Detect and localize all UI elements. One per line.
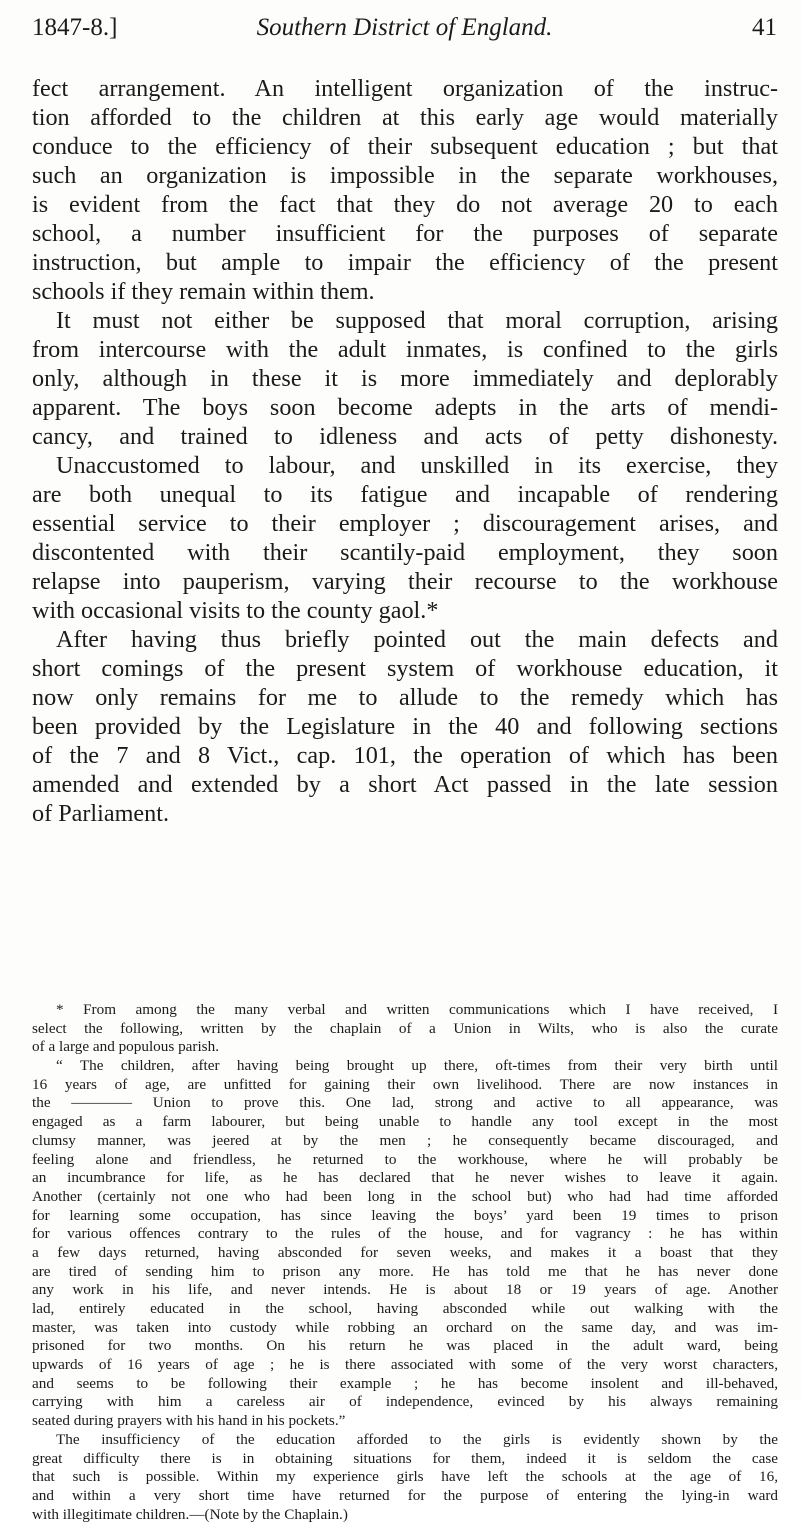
- footnote-line: carrying with him a careless air of independence, evinced by his always remaining: [32, 1393, 778, 1411]
- text-line: instruction, but ample to impair the efficiency of the present: [32, 249, 778, 276]
- footnote: [32, 1001, 778, 1524]
- header-year: 1847-8.]: [32, 14, 118, 41]
- page-number: 41: [752, 14, 777, 41]
- text-line: Unaccustomed to labour, and unskilled in its exercise, they: [56, 452, 778, 479]
- text-line: apparent. The boys soon become adepts in the arts of mendi-: [32, 394, 778, 421]
- running-header: [32, 14, 777, 48]
- footnote-line: clumsy manner, was jeered at by the men ; he consequently became discouraged, and: [32, 1131, 778, 1149]
- footnote-line: great difficulty there is in obtaining situations for them, indeed it is seldom the case: [32, 1449, 778, 1467]
- footnote-line: Another (certainly not one who had been long in the school but) who had had time afforded: [32, 1187, 778, 1205]
- footnote-line: The insufficiency of the education afforded to the girls is evidently shown by the: [56, 1430, 778, 1448]
- footnote-line: the ———— Union to prove this. One lad, strong and active to all appearance, was: [32, 1094, 778, 1112]
- footnote-line: and seems to be following their example ; he has become insolent and ill-behaved,: [32, 1374, 778, 1392]
- text-line: with occasional visits to the county gaol.*: [32, 597, 439, 624]
- footnote-line: are tired of sending him to prison any more. He has told me that he has never done: [32, 1262, 778, 1280]
- text-line: of Parliament.: [32, 800, 170, 827]
- footnote-line: of a large and populous parish.: [32, 1038, 219, 1056]
- footnote-line: select the following, written by the chaplain of a Union in Wilts, who is also the curate: [32, 1019, 778, 1037]
- footnote-line: feeling alone and friendless, he returned to the workhouse, where he will probably be: [32, 1150, 778, 1168]
- footnote-line: a few days returned, having absconded for seven weeks, and makes it a boast that they: [32, 1243, 778, 1261]
- main-text: [32, 74, 778, 828]
- footnote-line: master, was taken into custody while robbing an orchard on the same day, and was im-: [32, 1318, 778, 1336]
- text-line: fect arrangement. An intelligent organization of the instruc-: [32, 75, 778, 102]
- text-line: from intercourse with the adult inmates, is confined to the girls: [32, 336, 778, 363]
- footnote-line: upwards of 16 years of age ; he is there associated with some of the very worst characters,: [32, 1356, 778, 1374]
- text-line: now only remains for me to allude to the remedy which has: [32, 684, 778, 711]
- footnote-line: for learning some occupation, has since leaving the boys’ yard been 19 times to prison: [32, 1206, 778, 1224]
- footnote-line: prisoned for two months. On his return he was placed in the adult ward, being: [32, 1337, 778, 1355]
- footnote-line: seated during prayers with his hand in his pockets.”: [32, 1412, 346, 1430]
- footnote-line: an incumbrance for life, as he has declared that he never wishes to leave it again.: [32, 1169, 778, 1187]
- text-line: schools if they remain within them.: [32, 278, 375, 305]
- footnote-line: and within a very short time have returned for the purpose of entering the lying-in ward: [32, 1486, 778, 1504]
- footnote-line: engaged as a farm labourer, but being unable to handle any tool except in the most: [32, 1113, 778, 1131]
- text-line: amended and extended by a short Act passed in the late session: [32, 771, 778, 798]
- running-title: Southern District of England.: [256, 14, 553, 41]
- text-line: tion afforded to the children at this early age would materially: [32, 104, 778, 131]
- text-line: essential service to their employer ; discouragement arises, and: [32, 510, 778, 537]
- text-line: discontented with their scantily-paid employment, they soon: [32, 539, 778, 566]
- text-line: are both unequal to its fatigue and incapable of rendering: [32, 481, 778, 508]
- footnote-line: 16 years of age, are unfitted for gaining their own livelihood. There are now instances in: [32, 1075, 778, 1093]
- text-line: only, although in these it is more immediately and deplorably: [32, 365, 778, 392]
- text-line: cancy, and trained to idleness and acts of petty dishonesty.: [32, 423, 778, 450]
- footnote-line: that such is possible. Within my experience girls have left the schools at the age of 16,: [32, 1468, 778, 1486]
- text-line: school, a number insufficient for the purposes of separate: [32, 220, 778, 247]
- footnote-line: “ The children, after having being brought up there, oft-times from their very birth until: [56, 1057, 778, 1075]
- text-line: conduce to the efficiency of their subsequent education ; but that: [32, 133, 778, 160]
- text-line: is evident from the fact that they do not average 20 to each: [32, 191, 778, 218]
- text-line: been provided by the Legislature in the 40 and following sections: [32, 713, 778, 740]
- text-line: It must not either be supposed that moral corruption, arising: [56, 307, 778, 334]
- footnote-line: lad, entirely educated in the school, having absconded while out walking with the: [32, 1300, 778, 1317]
- footnote-line: any work in his life, and never intends. He is about 18 or 19 years of age. Another: [32, 1281, 778, 1299]
- text-line: After having thus briefly pointed out the main defects and: [56, 626, 778, 653]
- footnote-line: * From among the many verbal and written communications which I have received, I: [56, 1001, 778, 1018]
- text-line: of the 7 and 8 Vict., cap. 101, the operation of which has been: [32, 742, 778, 769]
- text-line: short comings of the present system of workhouse education, it: [32, 655, 778, 682]
- footnote-line: with illegitimate children.—(Note by the Chaplain.): [32, 1505, 348, 1523]
- footnote-line: for various offences contrary to the rules of the house, and for vagrancy : he has within: [32, 1225, 778, 1243]
- text-line: relapse into pauperism, varying their recourse to the workhouse: [32, 568, 778, 595]
- text-line: such an organization is impossible in the separate workhouses,: [32, 162, 778, 189]
